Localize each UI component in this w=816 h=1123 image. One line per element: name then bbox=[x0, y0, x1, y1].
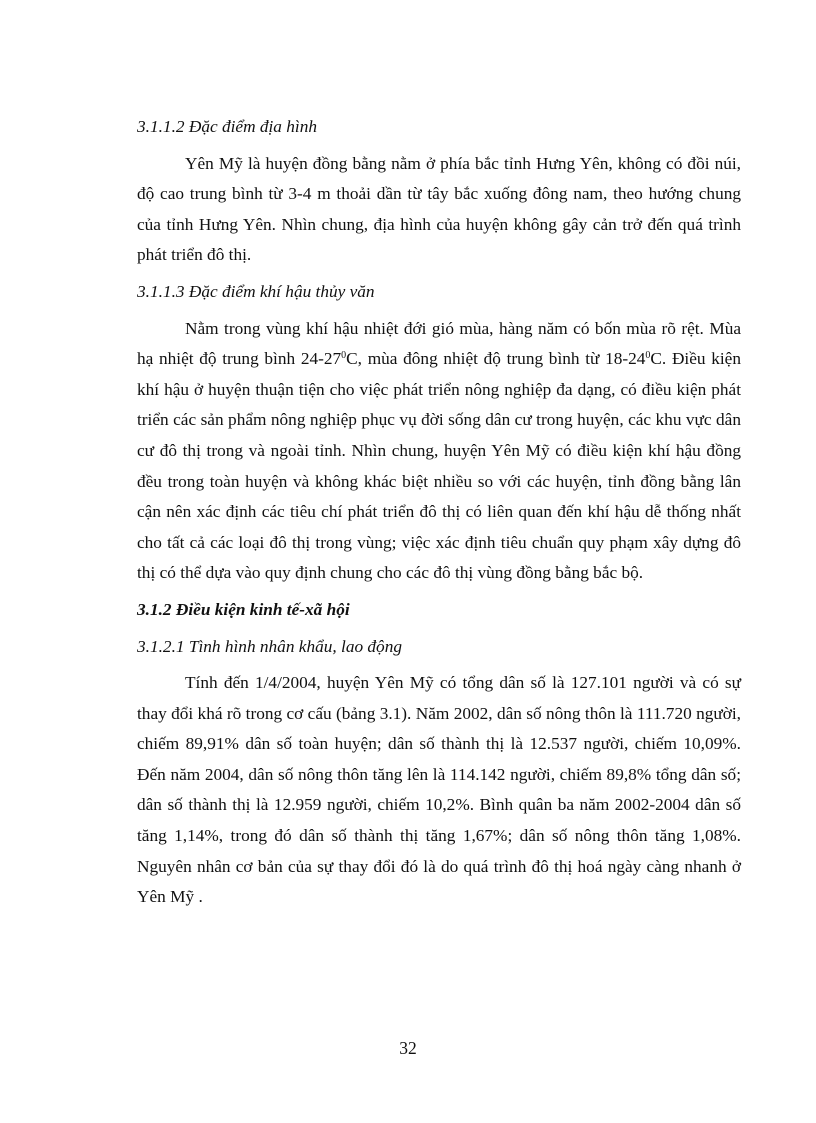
degree-superscript-1: 0 bbox=[341, 350, 347, 362]
degree-superscript-2: 0 bbox=[645, 350, 651, 362]
climate-text-part-2: C, mùa đông nhiệt độ trung bình từ 18-24 bbox=[346, 349, 646, 369]
page-body bbox=[137, 112, 741, 919]
climate-text-part-1: Nằm trong vùng khí hậu nhiệt đới gió mùa, hàng năm có bốn mùa rõ rệt. Mùa hạ nhiệt độ trung bình 24-27 bbox=[137, 318, 741, 369]
paragraph-population: Tính đến 1/4/2004, huyện Yên Mỹ có tổng dân số là 127.101 người và có sự thay đổi khá rõ trong cơ cấu (bảng 3.1). Năm 2002, dân số nông thôn là 111.720 người, chiếm 89,91% dân số toàn huyện; dân số thành thị là 12.537 người, chiếm 10,09%. Đến năm 2004, dân số nông thôn tăng lên là 114.142 người, chiếm 89,8% tổng dân số; dân số thành thị là 12.959 người, chiếm 10,2%. Bình quân ba năm 2002-2004 dân số tăng 1,14%, trong đó dân số thành thị tăng 1,67%; dân số nông thôn tăng 1,08%. Nguyên nhân cơ bản của sự thay đổi đó là do quá trình đô thị hoá ngày càng nhanh ở Yên Mỹ . bbox=[137, 673, 741, 907]
heading-3-1-1-2: 3.1.1.2 Đặc điểm địa hình bbox=[137, 117, 317, 136]
heading-3-1-2: 3.1.2 Điều kiện kinh tế-xã hội bbox=[137, 599, 350, 619]
climate-text-part-3: C. Điều kiện khí hậu ở huyện thuận tiện cho việc phát triển nông nghiệp đa dạng, có điều kiện phát triển các sản phẩm nông nghiệp phục vụ đời sống dân cư trong huyện, các khu vực dân cư đô thị trong và ngoài tỉnh. Nhìn chung, huyện Yên Mỹ có điều kiện khí hậu đồng đều trong toàn huyện và không khác biệt nhiều so với các huyện, tỉnh đồng bằng lân cận nên xác định các tiêu chí phát triển đô thị có liên quan đến khí hậu dễ thống nhất cho tất cả các loại đô thị trong vùng; việc xác định tiêu chuẩn quy phạm xây dựng đô thị có thể dựa vào quy định chung cho các đô thị vùng đồng bằng bắc bộ. bbox=[137, 349, 741, 583]
paragraph-terrain: Yên Mỹ là huyện đồng bằng nằm ở phía bắc tỉnh Hưng Yên, không có đồi núi, độ cao trung bình từ 3-4 m thoải dần từ tây bắc xuống đông nam, theo hướng chung của tỉnh Hưng Yên. Nhìn chung, địa hình của huyện không gây cản trở đến quá trình phát triển đô thị. bbox=[137, 153, 741, 265]
heading-3-1-2-1: 3.1.2.1 Tình hình nhân khẩu, lao động bbox=[137, 636, 402, 656]
heading-3-1-1-3: 3.1.1.3 Đặc điểm khí hậu thủy văn bbox=[137, 281, 375, 301]
page-number: 32 bbox=[399, 1038, 417, 1058]
paragraph-climate bbox=[137, 314, 741, 589]
